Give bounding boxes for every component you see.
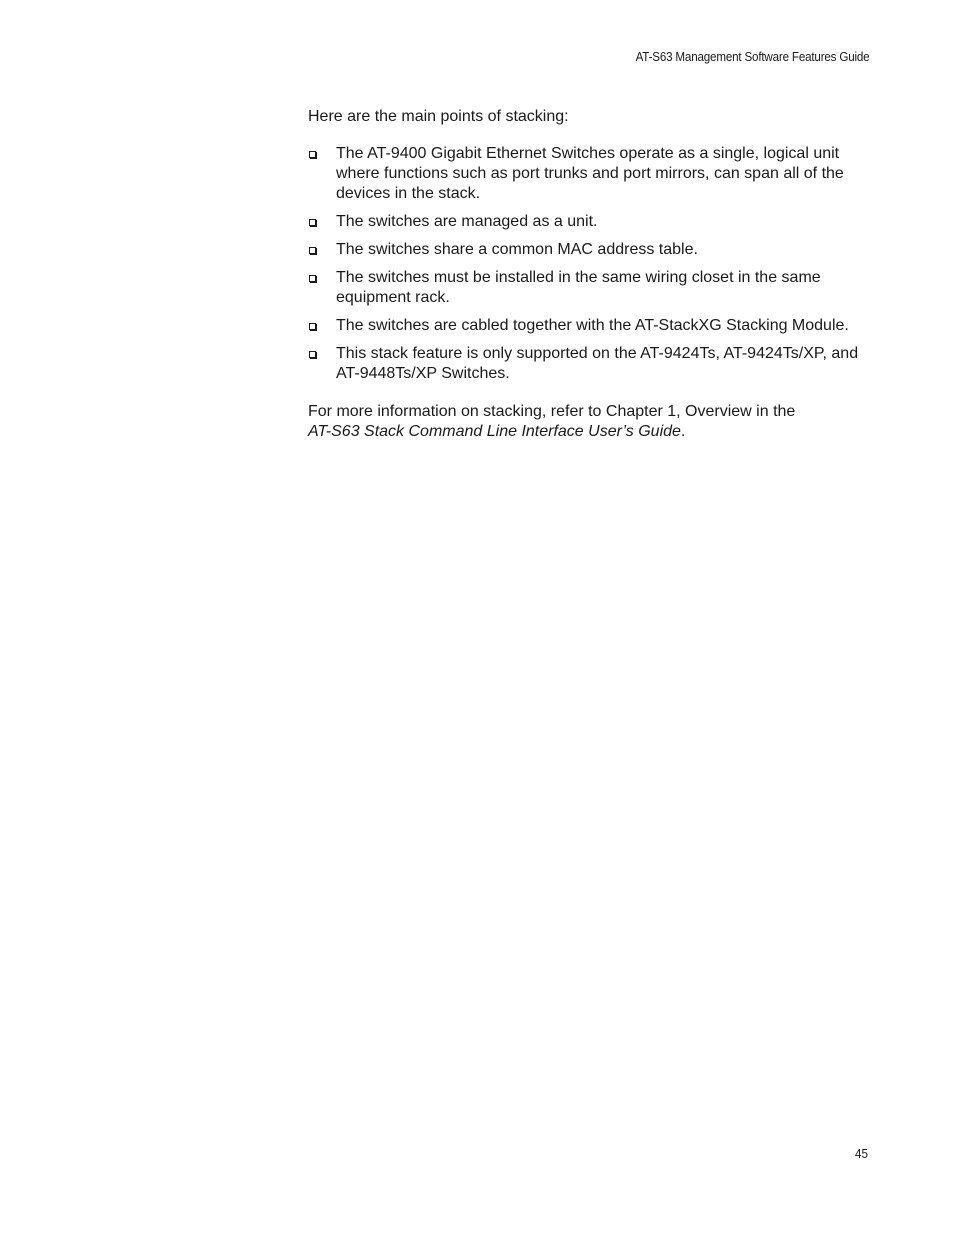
- list-item: [308, 316, 874, 336]
- list-item: [308, 212, 874, 232]
- list-item-text: The switches are cabled together with the AT-StackXG Stacking Module.: [336, 317, 849, 334]
- intro-paragraph: Here are the main points of stacking:: [308, 108, 569, 125]
- list-item-text: The switches must be installed in the same wiring closet in the same equipment rack.: [336, 269, 821, 306]
- running-header: AT-S63 Management Software Features Guide: [635, 50, 869, 64]
- page-number: 45: [855, 1147, 868, 1161]
- list-item-text: This stack feature is only supported on the AT-9424Ts, AT-9424Ts/XP, and AT-9448Ts/XP Switches.: [336, 345, 859, 382]
- list-item-text: The AT-9400 Gigabit Ethernet Switches operate as a single, logical unit where functions such as port trunks and port mirrors, can span all of the devices in the stack.: [336, 145, 844, 202]
- list-item: [308, 344, 874, 384]
- checkbox-bullet-icon: [309, 351, 316, 358]
- checkbox-bullet-icon: [309, 219, 316, 226]
- stacking-points-list: [308, 144, 874, 384]
- guide-reference: AT-S63 Stack Command Line Interface User’s Guide: [308, 423, 681, 440]
- list-item-text: The switches share a common MAC address table.: [336, 241, 698, 258]
- list-item: [308, 268, 874, 308]
- closing-period: .: [680, 423, 686, 440]
- checkbox-bullet-icon: [309, 323, 316, 330]
- checkbox-bullet-icon: [309, 275, 316, 282]
- closing-paragraph: [308, 402, 874, 442]
- list-item-text: The switches are managed as a unit.: [336, 213, 598, 230]
- checkbox-bullet-icon: [309, 151, 316, 158]
- list-item: [308, 240, 874, 260]
- checkbox-bullet-icon: [309, 247, 316, 254]
- page-content: [308, 107, 874, 442]
- closing-text: For more information on stacking, refer to Chapter 1, Overview in the: [308, 403, 796, 420]
- list-item: [308, 144, 874, 204]
